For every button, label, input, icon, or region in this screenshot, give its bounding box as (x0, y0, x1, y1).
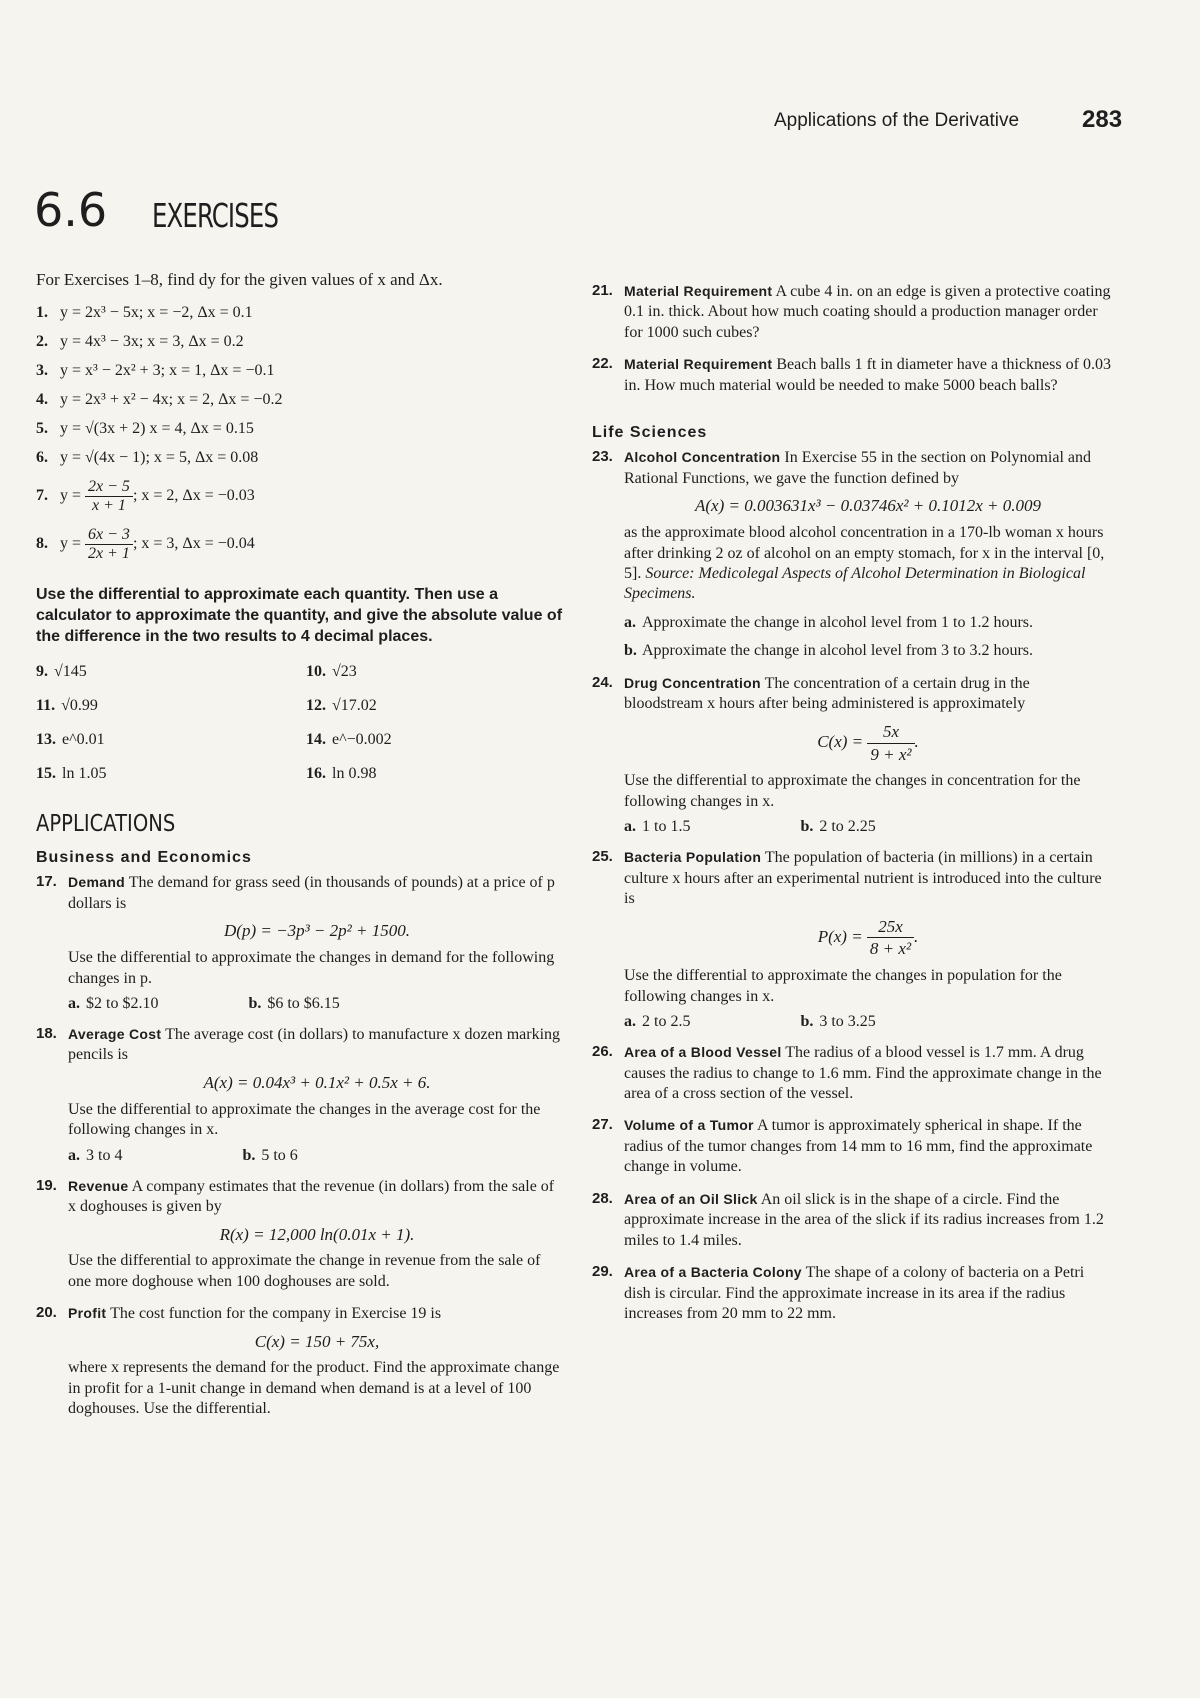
exercise-number: 10. (306, 663, 326, 681)
exercise-item (36, 663, 306, 681)
exercise-item (306, 697, 556, 715)
exercise-item (36, 304, 566, 322)
problem-number: 25. (592, 848, 613, 866)
problem-text: Use the differential to approximate the change in revenue from the sale of one more doghouse when 100 doghouses are sold. (68, 1252, 541, 1290)
exercise-number: 2. (36, 333, 48, 350)
problem-title: Volume of a Tumor (624, 1117, 754, 1134)
problem-title: Drug Concentration (624, 674, 761, 691)
exercise-item (36, 449, 566, 467)
sub-items (624, 818, 1112, 836)
problem-text: The population of bacteria (in millions) in a certain culture x hours after an experimental nutrient is introduced into the culture is (624, 849, 1102, 908)
problem-number: 26. (592, 1043, 613, 1061)
problem-title: Profit (68, 1305, 107, 1322)
exercise-text: y = √(4x − 1); x = 5, Δx = 0.08 (60, 449, 259, 466)
exercise-text: √23 (332, 663, 357, 681)
formula-tail: . (914, 926, 919, 946)
left-column (36, 270, 566, 1432)
problem-title: Area of a Blood Vessel (624, 1044, 782, 1061)
problem-formula: R(x) = 12,000 ln(0.01x + 1). (219, 1224, 415, 1244)
label: a. (624, 818, 636, 836)
problem-text: The radius of a blood vessel is 1.7 mm. A drug causes the radius to change to 1.6 mm. Find the approximate change in the area of a cross section of the vessel. (624, 1044, 1102, 1102)
problem-number: 29. (592, 1263, 613, 1281)
exercise-text: √17.02 (332, 697, 377, 715)
formula-tail: . (914, 731, 919, 751)
exercise-number: 6. (36, 449, 48, 466)
problem-title: Area of an Oil Slick (624, 1190, 758, 1207)
exercise-text: e^−0.002 (332, 731, 392, 749)
sub-text: 1 to 1.5 (642, 818, 691, 836)
sub-item-b (624, 641, 1112, 661)
problem-number: 27. (592, 1116, 613, 1134)
fraction-denominator: 9 + x² (870, 744, 912, 764)
exercise-text: ; x = 3, Δx = −0.04 (132, 535, 255, 553)
exercise-lhs: y = (60, 487, 82, 505)
problem-17 (36, 873, 566, 1013)
sub-text: 3 to 3.25 (819, 1013, 876, 1031)
exercise-text: y = 2x³ + x² − 4x; x = 2, Δx = −0.2 (60, 391, 283, 408)
problem-number: 24. (592, 673, 613, 691)
exercise-text: y = x³ − 2x² + 3; x = 1, Δx = −0.1 (60, 362, 275, 379)
sub-item-b (248, 995, 339, 1013)
exercise-text: e^0.01 (62, 731, 105, 749)
sub-text: 3 to 4 (86, 1146, 123, 1164)
sub-items (68, 1147, 566, 1165)
exercise-number: 13. (36, 731, 56, 749)
sub-item-b (800, 1013, 875, 1031)
exercise-text: ; x = 2, Δx = −0.03 (132, 487, 255, 505)
exercise-number: 11. (36, 697, 56, 715)
problem-text: A company estimates that the revenue (in dollars) from the sale of x doghouses is given by (68, 1177, 555, 1216)
exercise-item (36, 420, 566, 438)
problem-title: Material Requirement (624, 356, 773, 373)
problem-text: The demand for grass seed (in thousands of pounds) at a price of p dollars is (68, 874, 555, 912)
problem-21 (592, 282, 1112, 343)
exercise-text: y = 4x³ − 3x; x = 3, Δx = 0.2 (60, 333, 244, 350)
problem-20 (36, 1304, 566, 1420)
sub-text: 2 to 2.5 (642, 1013, 691, 1031)
exercise-number: 9. (36, 663, 48, 681)
exercise-number: 3. (36, 362, 48, 379)
exercise-number: 15. (36, 765, 56, 783)
problem-18 (36, 1025, 566, 1165)
fraction-denominator: 2x + 1 (88, 545, 130, 562)
problem-22 (592, 355, 1112, 396)
label: a. (624, 613, 636, 631)
section-title: EXERCISES (152, 196, 279, 235)
problem-text: Use the differential to approximate the changes in population for the following changes in x. (624, 967, 1062, 1005)
problem-number: 22. (592, 355, 613, 373)
exercise-number: 1. (36, 304, 48, 321)
problem-title: Material Requirement (624, 283, 773, 299)
problem-text: Beach balls 1 ft in diameter have a thickness of 0.03 in. How much material would be needed to make 5000 beach balls? (624, 356, 1111, 394)
sub-text: Approximate the change in alcohol level from 3 to 3.2 hours. (642, 642, 1034, 660)
label: b. (800, 1013, 814, 1031)
problem-text: where x represents the demand for the product. Find the approximate change in profit for a 1-unit change in demand when demand is at a level of 100 doghouses. Use the differential. (68, 1359, 560, 1418)
exercise-item (36, 333, 566, 351)
label: b. (624, 642, 637, 660)
problem-text: as the approximate blood alcohol concentration in a 170-lb woman x hours after drinking 2 oz of alcohol on an empty stomach, for x in the interval [0, 5]. (624, 524, 1105, 582)
sub-item-a (624, 1013, 690, 1031)
problem-formula: C(x) = 150 + 75x, (254, 1331, 380, 1351)
problem-text: Use the differential to approximate the changes in concentration for the following changes in x. (624, 772, 1081, 810)
problem-number: 18. (36, 1025, 57, 1043)
formula-fraction (867, 916, 914, 961)
problem-title: Average Cost (68, 1026, 162, 1043)
label: b. (800, 818, 814, 836)
exercise-number: 7. (36, 487, 48, 505)
problem-24 (592, 674, 1112, 836)
problem-28 (592, 1190, 1112, 1251)
exercise-text: √145 (54, 663, 87, 681)
problem-formula: A(x) = 0.04x³ + 0.1x² + 0.5x + 6. (203, 1072, 431, 1092)
problem-number: 28. (592, 1189, 613, 1207)
fraction-denominator: x + 1 (92, 497, 126, 514)
problem-title: Alcohol Concentration (624, 449, 781, 466)
fraction-numerator: 2x − 5 (85, 478, 133, 497)
instruction-1-8: For Exercises 1–8, find dy for the given values of x and Δx. (36, 270, 443, 289)
page-number: 283 (1082, 106, 1123, 133)
exercise-item (306, 731, 556, 749)
exercise-list-1-8 (36, 304, 566, 563)
problem-formula (624, 721, 1112, 766)
formula-lhs: C(x) = (817, 731, 864, 751)
sub-text: 2 to 2.25 (819, 818, 876, 836)
exercise-item (306, 663, 556, 681)
problem-title: Area of a Bacteria Colony (624, 1264, 802, 1281)
problem-25 (592, 848, 1112, 1031)
sub-items (624, 1013, 1112, 1031)
sub-item-a (68, 1147, 122, 1165)
exercise-number: 16. (306, 765, 326, 783)
exercise-item (36, 765, 306, 783)
problem-text: A tumor is approximately spherical in shape. If the radius of the tumor changes from 14 mm to 16 mm, find the approximate change in volume. (624, 1117, 1093, 1176)
label: a. (68, 1146, 80, 1164)
exercise-text: √0.99 (61, 697, 98, 715)
sub-item-a (68, 995, 158, 1013)
problem-text: Use the differential to approximate the changes in the average cost for the following changes in x. (68, 1100, 541, 1139)
fraction-numerator: 25x (867, 916, 914, 939)
exercise-grid-9-16 (36, 663, 566, 783)
sub-text: 5 to 6 (261, 1146, 298, 1164)
problem-number: 17. (36, 873, 57, 891)
label: a. (624, 1013, 636, 1031)
problem-source: Source: Medicolegal Aspects of Alcohol Determination in Biological Specimens. (624, 564, 1086, 603)
exercise-number: 4. (36, 391, 48, 408)
exercise-item (36, 526, 566, 563)
exercise-fraction (85, 478, 133, 515)
exercise-item (36, 362, 566, 380)
problem-title: Bacteria Population (624, 849, 762, 866)
exercise-number: 12. (306, 697, 326, 715)
right-column (592, 282, 1112, 1337)
exercise-number: 5. (36, 420, 48, 437)
problem-number: 20. (36, 1304, 57, 1322)
instruction-9-16: Use the differential to approximate each quantity. Then use a calculator to approximate the quantity, and give the absolute value of the difference in the two results to 4 decimal places. (36, 586, 563, 645)
exercise-item (36, 731, 306, 749)
sub-item-a (624, 818, 690, 836)
sub-item-b (800, 818, 875, 836)
sub-item-a (624, 613, 1112, 633)
problem-text: In Exercise 55 in the section on Polynomial and Rational Functions, we gave the function defined by (624, 449, 1092, 487)
sub-item-b (242, 1147, 297, 1165)
sub-text: $6 to $6.15 (267, 995, 340, 1013)
problem-formula: A(x) = 0.003631x³ − 0.03746x² + 0.1012x + 0.009 (695, 496, 1041, 516)
problem-title: Revenue (68, 1177, 129, 1194)
problem-text: A cube 4 in. on an edge is given a protective coating 0.1 in. thick. About how much coating should a production manager order for 1000 such cubes? (624, 283, 1111, 341)
problem-29 (592, 1263, 1112, 1324)
exercise-item (36, 391, 566, 409)
problem-text: The average cost (in dollars) to manufacture x dozen marking pencils is (68, 1026, 561, 1064)
section-number: 6.6 (34, 183, 108, 237)
applications-heading: APPLICATIONS (36, 811, 176, 838)
exercise-item (36, 697, 306, 715)
problem-19 (36, 1177, 566, 1293)
life-sciences-heading: Life Sciences (592, 424, 708, 442)
problem-text: An oil slick is in the shape of a circle. Find the approximate increase in the area of the slick if its radius increases from 1.2 miles to 1.4 miles. (624, 1190, 1104, 1249)
problem-26 (592, 1043, 1112, 1104)
problem-formula (624, 916, 1112, 961)
exercise-text: y = 2x³ − 5x; x = −2, Δx = 0.1 (60, 304, 253, 321)
exercise-text: ln 1.05 (62, 765, 107, 783)
running-header: Applications of the Derivative (774, 110, 1020, 131)
label: b. (248, 995, 262, 1013)
sub-text: Approximate the change in alcohol level from 1 to 1.2 hours. (642, 613, 1034, 631)
fraction-denominator: 8 + x² (869, 939, 912, 959)
exercise-item (36, 478, 566, 515)
exercise-text: ln 0.98 (332, 765, 377, 783)
problem-text: Use the differential to approximate the changes in demand for the following changes in p. (68, 949, 555, 987)
fraction-numerator: 5x (867, 721, 914, 744)
sub-items (68, 995, 566, 1013)
problem-text: The concentration of a certain drug in the bloodstream x hours after being administered is approximately (624, 674, 1030, 713)
fraction-numerator: 6x − 3 (85, 526, 133, 545)
exercise-number: 14. (306, 731, 326, 749)
sub-text: $2 to $2.10 (86, 995, 159, 1013)
problem-number: 23. (592, 448, 613, 466)
exercise-number: 8. (36, 535, 48, 553)
problem-text: The shape of a colony of bacteria on a Petri dish is circular. Find the approximate increase in its area if the radius increases from 20 mm to 22 mm. (624, 1264, 1085, 1323)
exercise-item (306, 765, 556, 783)
formula-fraction (867, 721, 914, 766)
problem-text: The cost function for the company in Exercise 19 is (110, 1305, 442, 1323)
problem-formula: D(p) = −3p³ − 2p² + 1500. (224, 921, 410, 941)
problem-23 (592, 448, 1112, 662)
formula-lhs: P(x) = (817, 926, 863, 946)
label: b. (242, 1146, 256, 1164)
exercise-text: y = √(3x + 2) x = 4, Δx = 0.15 (60, 420, 254, 437)
problem-number: 19. (36, 1176, 57, 1194)
problem-title: Demand (68, 874, 126, 891)
problem-27 (592, 1116, 1112, 1177)
business-heading: Business and Economics (36, 849, 252, 867)
exercise-fraction (85, 526, 133, 563)
exercise-lhs: y = (60, 535, 82, 553)
label: a. (68, 995, 80, 1013)
problem-number: 21. (592, 282, 613, 299)
